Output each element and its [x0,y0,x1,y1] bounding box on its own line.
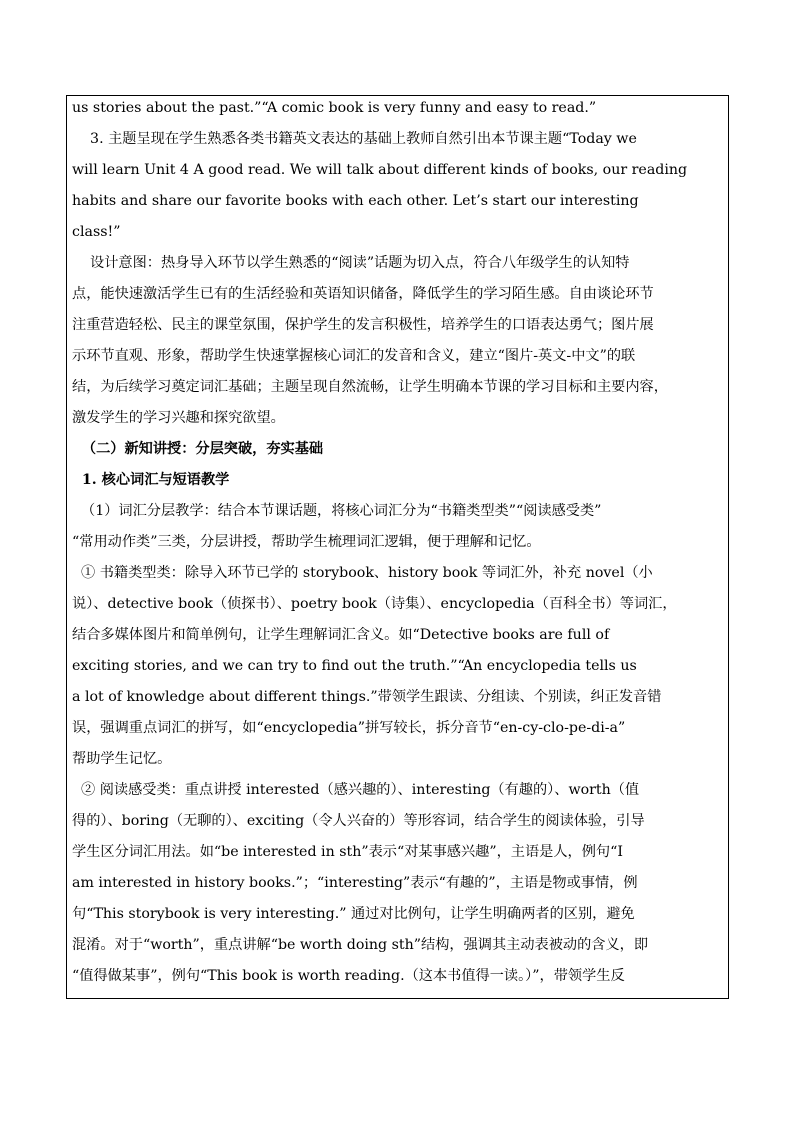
text-line: 结，为后续学习奠定词汇基础；主题呈现自然流畅，让学生明确本节课的学习目标和主要内容， [72,379,668,395]
text-line: exciting stories, and we can try to find out the truth.”“An encyclopedia tells us [72,658,637,674]
text-line: us stories about the past.”“A comic book is very funny and easy to read.” [72,100,597,116]
text-line: 注重营造轻松、民主的课堂氛围，保护学生的发言积极性，培养学生的口语表达勇气；图片展 [72,317,654,333]
text-line: 学生区分词汇用法。如“be interested in sth”表示“对某事感兴趣”，主语是人，例句“I [72,844,623,860]
design-intent-paragraph: 设计意图：热身导入环节以学生熟悉的“阅读”话题为切入点，符合八年级学生的认知特 [72,255,630,271]
text-line: habits and share our favorite books with each other. Let’s start our interesting [72,193,639,209]
text-line: 结合多媒体图片和简单例句，让学生理解词汇含义。如“Detective books are full of [72,627,610,643]
text-line: ① 书籍类型类：除导入环节已学的 storybook、history book 等词汇外，补充 novel（小 [72,565,653,581]
subsection-heading: 1. 核心词汇与短语教学 [72,472,230,488]
text-line: 激发学生的学习兴趣和探究欲望。 [72,410,285,426]
text-line: ② 阅读感受类：重点讲授 interested（感兴趣的）、interesting（有趣的）、worth（值 [72,782,640,798]
text-line: 句“This storybook is very interesting.” 通过对比例句，让学生明确两者的区别，避免 [72,906,635,922]
text-line: 3. 主题呈现在学生熟悉各类书籍英文表达的基础上教师自然引出本节课主题“Today we [72,131,637,147]
text-line: a lot of knowledge about different things.”带领学生跟读、分组读、个别读，纠正发音错 [72,689,662,705]
section-heading: （二）新知讲授：分层突破，夯实基础 [72,441,324,457]
text-line: 混淆。对于“worth”，重点讲解“be worth doing sth”结构，强调其主动表被动的含义，即 [72,937,649,953]
text-line: 说）、detective book（侦探书）、poetry book（诗集）、encyclopedia（百科全书）等词汇， [72,596,677,612]
text-line: 点，能快速激活学生已有的生活经验和英语知识储备，降低学生的学习陌生感。自由谈论环节 [72,286,654,302]
text-line: 误，强调重点词汇的拼写，如“encyclopedia”拼写较长，拆分音节“en-cy-clo-pe-di-a” [72,720,626,736]
text-line: will learn Unit 4 A good read. We will talk about different kinds of books, our reading [72,162,688,178]
text-line: （1）词汇分层教学：结合本节课话题，将核心词汇分为“书籍类型类”“阅读感受类” [72,503,602,519]
text-line: class!” [72,224,121,240]
text-line: “值得做某事”，例句“This book is worth reading.（这本书值得一读。）”，带领学生反 [72,968,625,984]
text-line: 帮助学生记忆。 [72,751,172,767]
text-line: 示环节直观、形象，帮助学生快速掌握核心词汇的发音和含义，建立“图片-英文-中文”的联 [72,348,636,364]
text-line: “常用动作类”三类，分层讲授，帮助学生梳理词汇逻辑，便于理解和记忆。 [72,534,541,550]
text-line: am interested in history books.”；“interesting”表示“有趣的”，主语是物或事情，例 [72,875,638,891]
text-line: 得的）、boring（无聊的）、exciting（令人兴奋的）等形容词，结合学生的阅读体验，引导 [72,813,645,829]
